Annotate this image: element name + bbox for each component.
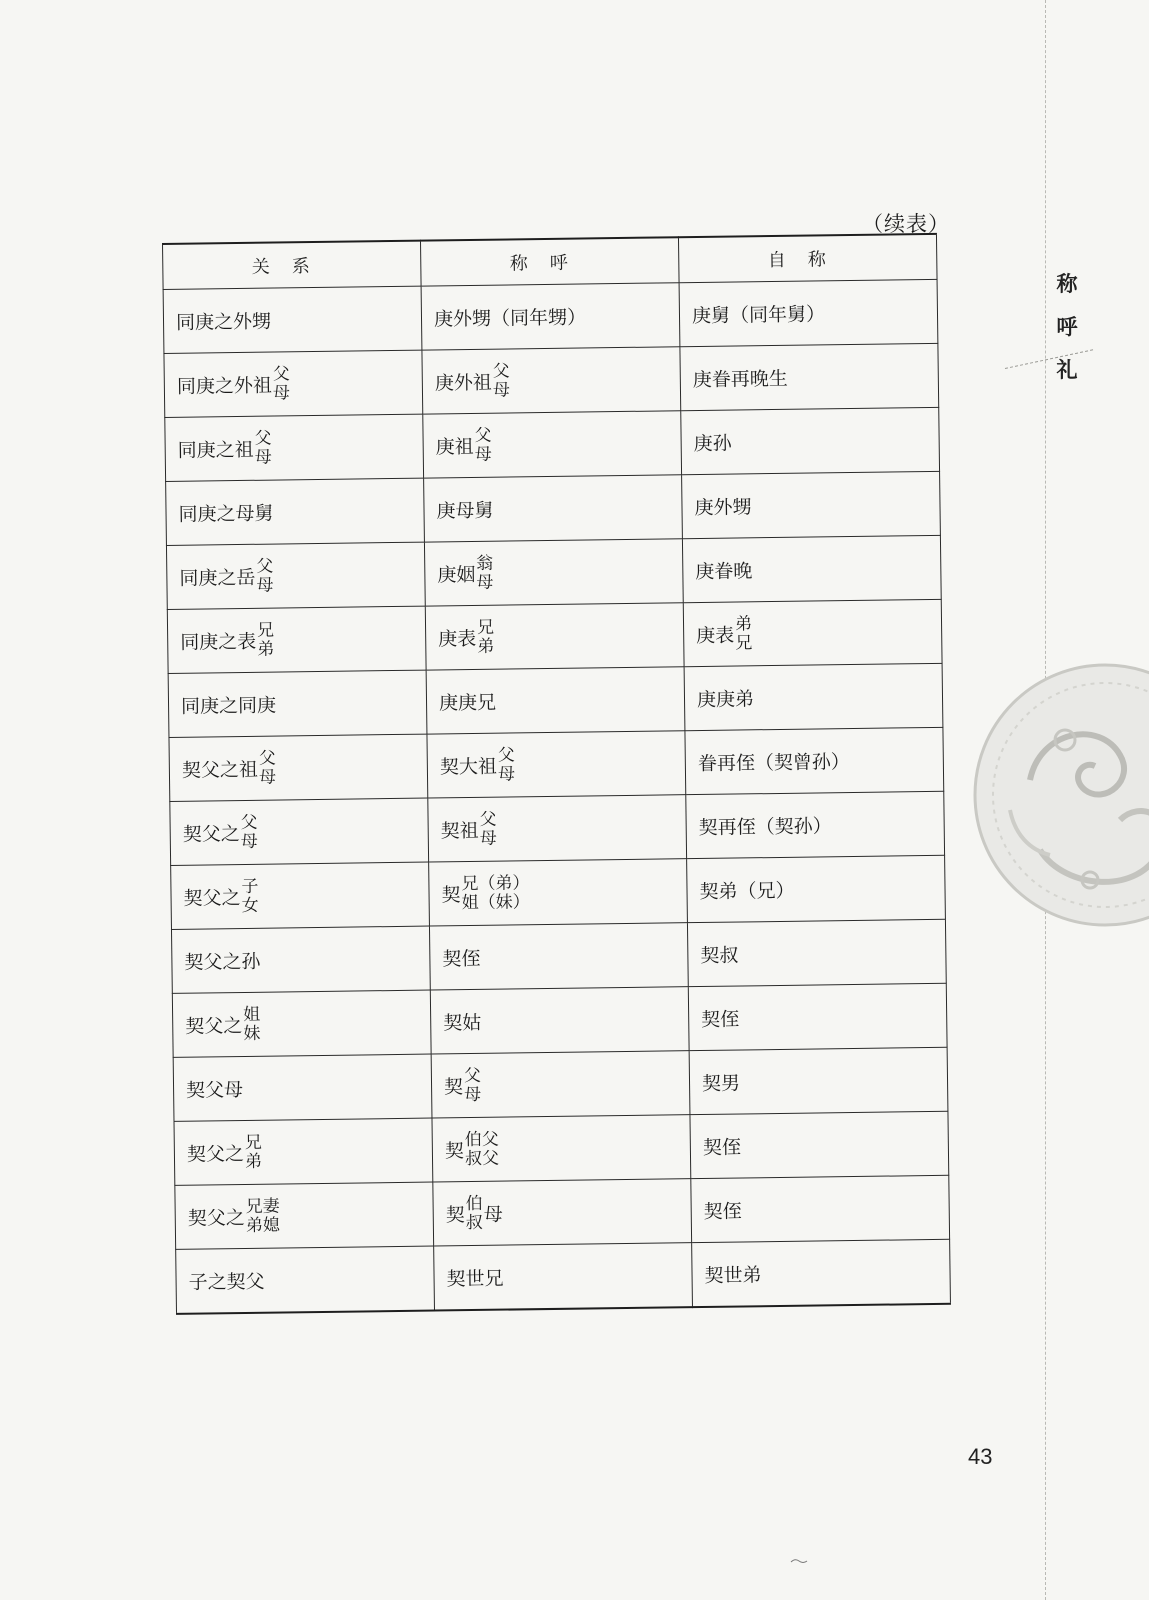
self-reference-cell — [690, 1111, 949, 1178]
stacked-alternative: 母 — [254, 447, 272, 468]
form-of-address-cell — [432, 1115, 691, 1182]
cell-content — [176, 307, 271, 335]
cell-text-prefix: 契父之 — [186, 1143, 245, 1166]
cell-text: 契父之孙 — [184, 950, 261, 974]
stacked-alternative: 兄 — [735, 632, 753, 654]
form-of-address-cell — [426, 667, 685, 734]
self-reference-cell — [692, 1239, 951, 1307]
cell-content — [693, 429, 731, 456]
form-of-address-cell — [427, 731, 686, 798]
cell-text-prefix: 契父之 — [185, 1015, 243, 1038]
self-reference-cell — [683, 599, 942, 666]
relationship-cell — [172, 990, 431, 1057]
cell-text-prefix: 同庚之祖 — [177, 438, 254, 462]
stacked-alternatives — [461, 874, 529, 913]
cell-content — [702, 1069, 740, 1096]
cell-text-prefix: 契祖 — [440, 819, 479, 843]
cell-text-prefix: 同庚之外祖 — [176, 374, 273, 398]
stacked-alternative: 兄 — [244, 1132, 262, 1153]
cell-content — [445, 1130, 501, 1169]
stacked-alternative: 母 — [272, 382, 291, 404]
stacked-alternative: 兄妻 — [245, 1196, 280, 1217]
relationship-cell — [166, 478, 425, 545]
cell-content — [694, 492, 751, 520]
stacked-alternatives — [735, 615, 752, 653]
stacked-alternative: 父 — [474, 425, 492, 446]
cell-content — [435, 362, 512, 401]
relationship-cell — [176, 1246, 435, 1314]
cell-text: 同庚之母舅 — [178, 502, 274, 526]
stacked-alternatives — [476, 554, 493, 592]
cell-text-prefix: 契父之 — [187, 1207, 245, 1230]
self-reference-cell — [685, 727, 944, 794]
cell-content — [441, 874, 531, 913]
table-row — [176, 1239, 951, 1314]
cell-content — [696, 615, 754, 654]
form-of-address-cell — [425, 603, 684, 670]
stacked-alternatives — [273, 365, 290, 403]
stacked-alternative: 兄 — [256, 620, 275, 641]
self-reference-cell — [684, 663, 943, 730]
cell-text-prefix: 契大祖 — [439, 755, 498, 779]
cell-content — [704, 1196, 742, 1223]
stacked-alternative: 母 — [240, 831, 258, 852]
cell-content — [437, 554, 495, 593]
self-reference-cell — [686, 791, 945, 858]
stacked-alternative: 母 — [497, 763, 516, 785]
stacked-alternative: 弟 — [244, 1151, 263, 1172]
stacked-alternative: 伯父 — [464, 1129, 499, 1150]
stacked-alternatives — [245, 1133, 262, 1171]
stacked-alternative: 姐（妹） — [461, 891, 530, 913]
cell-text: 契男 — [701, 1072, 741, 1096]
scan-speck — [790, 1558, 808, 1564]
cell-content — [179, 557, 275, 596]
cell-text: 庚外甥（同年甥） — [433, 306, 587, 331]
stacked-alternative: 父 — [256, 556, 274, 577]
stacked-alternatives — [465, 1194, 482, 1232]
self-reference-cell — [687, 855, 946, 922]
cell-content — [439, 688, 496, 716]
stacked-alternative: 弟 — [257, 639, 275, 660]
cell-text: 庚眷晚 — [695, 560, 753, 584]
self-reference-cell — [688, 983, 947, 1050]
form-of-address-cell — [428, 795, 687, 862]
cell-content — [178, 499, 273, 527]
table-body — [163, 279, 950, 1314]
stacked-alternative: 父 — [479, 809, 497, 830]
form-of-address-cell — [433, 1179, 692, 1246]
cell-content — [703, 1133, 741, 1160]
cell-content — [182, 749, 278, 788]
cell-content — [704, 1260, 761, 1288]
cell-content — [444, 1066, 483, 1104]
form-of-address-cell — [422, 347, 681, 414]
table-row — [171, 919, 946, 993]
form-of-address-cell — [429, 923, 688, 990]
cell-text: 子之契父 — [188, 1270, 265, 1294]
cell-text: 契侄 — [703, 1200, 742, 1223]
stacked-alternative: 父 — [258, 748, 276, 769]
cell-content — [695, 556, 752, 584]
stacked-alternatives — [477, 618, 494, 656]
cell-text-prefix: 同庚之表 — [180, 630, 257, 654]
self-reference-cell — [687, 919, 946, 986]
column-header-form-of-address: 称呼 — [420, 237, 679, 286]
stacked-alternative: 弟媳 — [245, 1215, 281, 1236]
stacked-alternative: 叔 — [465, 1212, 483, 1233]
cell-content — [442, 944, 480, 971]
relationship-cell — [173, 1054, 432, 1121]
self-reference-cell — [682, 471, 941, 538]
cell-content — [440, 810, 498, 849]
stacked-alternative: 父 — [272, 363, 290, 385]
relationship-cell — [165, 414, 424, 481]
stacked-alternatives — [257, 621, 274, 659]
table-row — [174, 1111, 949, 1185]
column-header-self-reference: 自称 — [678, 234, 937, 283]
stacked-alternative: 妹 — [243, 1023, 261, 1044]
stacked-alternatives — [246, 1197, 280, 1235]
continued-table-label: （续表） — [862, 212, 950, 236]
form-of-address-cell — [421, 283, 680, 350]
page-number: 43 — [968, 1444, 993, 1469]
cell-text: 同庚之同庚 — [180, 694, 277, 718]
cell-content — [183, 877, 260, 916]
cell-text-prefix: 契 — [443, 1076, 464, 1099]
relationship-table-wrapper — [162, 233, 950, 1315]
cell-text-prefix: 契父之 — [182, 823, 240, 846]
relationship-cell — [170, 798, 429, 865]
form-of-address-cell — [434, 1243, 693, 1311]
table-row — [163, 279, 938, 353]
table-row — [169, 727, 944, 801]
cell-content — [699, 876, 794, 904]
relationship-cell — [167, 606, 426, 673]
relationship-cell — [174, 1118, 433, 1185]
side-tab-char: 礼 — [1056, 357, 1078, 382]
cell-text-prefix: 庚表 — [438, 627, 477, 651]
cell-content — [443, 1008, 481, 1035]
table-row — [166, 471, 941, 545]
cell-text: 契侄 — [702, 1136, 742, 1159]
table-row — [173, 1047, 948, 1121]
stacked-alternatives — [240, 813, 257, 851]
table-row — [171, 855, 946, 929]
table-row — [170, 791, 945, 865]
stacked-alternative: 父 — [463, 1065, 482, 1086]
side-tab-char: 称 — [1056, 271, 1078, 296]
table-row — [175, 1175, 950, 1249]
form-of-address-cell — [429, 859, 688, 926]
relationship-cell — [171, 862, 430, 929]
form-of-address-cell — [430, 987, 689, 1054]
relationship-cell — [168, 670, 427, 737]
stacked-alternative: 兄 — [476, 617, 495, 638]
stacked-alternative: 父 — [492, 360, 510, 382]
cell-text-prefix: 契 — [441, 884, 461, 907]
stacked-alternative: 子 — [241, 876, 259, 897]
cell-text-prefix: 契 — [445, 1204, 465, 1227]
decorative-medallion-ornament — [970, 660, 1149, 930]
cell-text: 庚庚兄 — [438, 691, 497, 715]
cell-content — [181, 691, 276, 719]
stacked-alternative: 母 — [258, 767, 277, 788]
cell-text: 庚孙 — [693, 432, 732, 456]
cell-text-prefix: 契父之 — [183, 887, 241, 910]
relationship-cell — [166, 542, 425, 609]
relationship-cell — [171, 926, 430, 993]
form-of-address-cell — [424, 539, 683, 606]
cell-text-prefix: 契父之祖 — [181, 758, 259, 782]
form-of-address-cell — [431, 1051, 690, 1118]
cell-content — [699, 811, 832, 840]
table-row — [172, 983, 947, 1057]
cell-text: 契再侄（契孙） — [698, 815, 832, 840]
cell-text-prefix: 庚表 — [696, 624, 735, 648]
stacked-alternative: 父 — [254, 428, 272, 449]
stacked-alternatives — [474, 426, 491, 464]
cell-text: 同庚之外甥 — [175, 310, 272, 334]
table-row — [164, 343, 939, 417]
cell-text: 契世兄 — [446, 1267, 504, 1291]
stacked-alternative: 母 — [479, 828, 497, 849]
table-row — [165, 407, 940, 481]
cell-content — [182, 813, 259, 852]
relationship-cell — [163, 286, 422, 353]
table-row — [166, 535, 941, 609]
cell-text-suffix: 母 — [483, 1203, 503, 1226]
form-of-address-cell — [423, 411, 682, 478]
table-row — [168, 663, 943, 737]
cell-content — [186, 1075, 243, 1103]
relationship-cell — [175, 1182, 434, 1249]
stacked-alternative: 翁 — [476, 553, 494, 574]
stacked-alternatives — [464, 1066, 481, 1104]
stacked-alternative: 伯 — [465, 1193, 483, 1214]
stacked-alternative: 母 — [492, 379, 511, 401]
cell-content — [446, 1264, 503, 1292]
stacked-alternative: 母 — [256, 575, 274, 596]
stacked-alternatives — [498, 746, 515, 784]
stacked-alternatives — [465, 1130, 499, 1168]
self-reference-cell — [681, 407, 940, 474]
stacked-alternative: 女 — [241, 895, 259, 916]
self-reference-cell — [680, 343, 939, 410]
cell-text: 契侄 — [442, 947, 481, 971]
cell-content — [697, 684, 754, 712]
cell-content — [701, 1005, 739, 1032]
stacked-alternative: 父 — [497, 744, 515, 766]
stacked-alternatives — [479, 810, 496, 848]
self-reference-cell — [689, 1047, 948, 1114]
stacked-alternatives — [243, 1005, 260, 1043]
cell-content — [700, 941, 738, 968]
cell-text-prefix: 契 — [444, 1140, 465, 1163]
side-tab — [1052, 262, 1082, 391]
stacked-alternative: 弟 — [477, 636, 495, 657]
relationship-cell — [164, 350, 423, 417]
stacked-alternative: 父 — [240, 812, 258, 833]
cell-content — [177, 429, 273, 468]
cell-text-prefix: 庚祖 — [435, 435, 474, 459]
stacked-alternatives — [259, 749, 276, 787]
cell-content — [438, 618, 496, 657]
table-row — [167, 599, 942, 673]
cell-content — [440, 746, 517, 785]
column-header-relationship: 关系 — [163, 241, 422, 290]
self-reference-cell — [679, 279, 938, 346]
stacked-alternatives — [493, 362, 510, 400]
stacked-alternative: 姐 — [242, 1004, 261, 1025]
form-of-address-cell — [424, 475, 683, 542]
cell-text: 庚舅（同年舅） — [691, 303, 826, 328]
stacked-alternative: 母 — [464, 1084, 482, 1105]
cell-content — [692, 299, 825, 328]
cell-content — [693, 364, 788, 392]
cell-text-prefix: 同庚之岳 — [179, 566, 256, 590]
cell-text: 契弟（兄） — [699, 879, 795, 904]
stacked-alternative: 母 — [476, 572, 494, 593]
cell-text-prefix: 庚外祖 — [434, 371, 493, 395]
cell-content — [188, 1267, 264, 1295]
cell-content — [435, 426, 493, 465]
cell-text: 契叔 — [700, 944, 739, 968]
stacked-alternatives — [241, 877, 258, 915]
cell-content — [187, 1133, 264, 1172]
cell-content — [185, 1005, 262, 1044]
cell-content — [180, 621, 276, 660]
self-reference-cell — [682, 535, 941, 602]
cell-content — [445, 1194, 503, 1233]
cell-text: 庚外甥 — [694, 496, 752, 520]
cell-content — [698, 747, 850, 776]
cell-content — [184, 947, 260, 975]
cell-content — [436, 496, 493, 524]
cell-text: 庚眷再晚生 — [692, 367, 788, 392]
side-tab-char: 呼 — [1056, 314, 1078, 339]
stacked-alternatives — [254, 429, 271, 467]
stacked-alternatives — [256, 557, 273, 595]
cell-text: 契世弟 — [704, 1264, 762, 1287]
cell-text: 庚母舅 — [436, 499, 494, 523]
cell-text: 眷再侄（契曾孙） — [697, 751, 851, 776]
stacked-alternative: 叔父 — [464, 1148, 500, 1169]
cell-content — [434, 302, 586, 331]
relationship-table — [162, 233, 951, 1315]
cell-text: 庚庚弟 — [696, 688, 755, 712]
stacked-alternative: 弟 — [734, 613, 753, 635]
cell-content — [188, 1197, 282, 1236]
cell-content — [177, 365, 292, 404]
cell-text: 契姑 — [443, 1011, 482, 1035]
cell-text: 契父母 — [185, 1079, 244, 1102]
relationship-cell — [169, 734, 428, 801]
cell-text: 契侄 — [701, 1008, 740, 1032]
cell-text-prefix: 庚姻 — [437, 563, 476, 587]
stacked-alternative: 兄（弟） — [461, 872, 530, 894]
self-reference-cell — [691, 1175, 950, 1242]
stacked-alternative: 母 — [474, 444, 492, 465]
